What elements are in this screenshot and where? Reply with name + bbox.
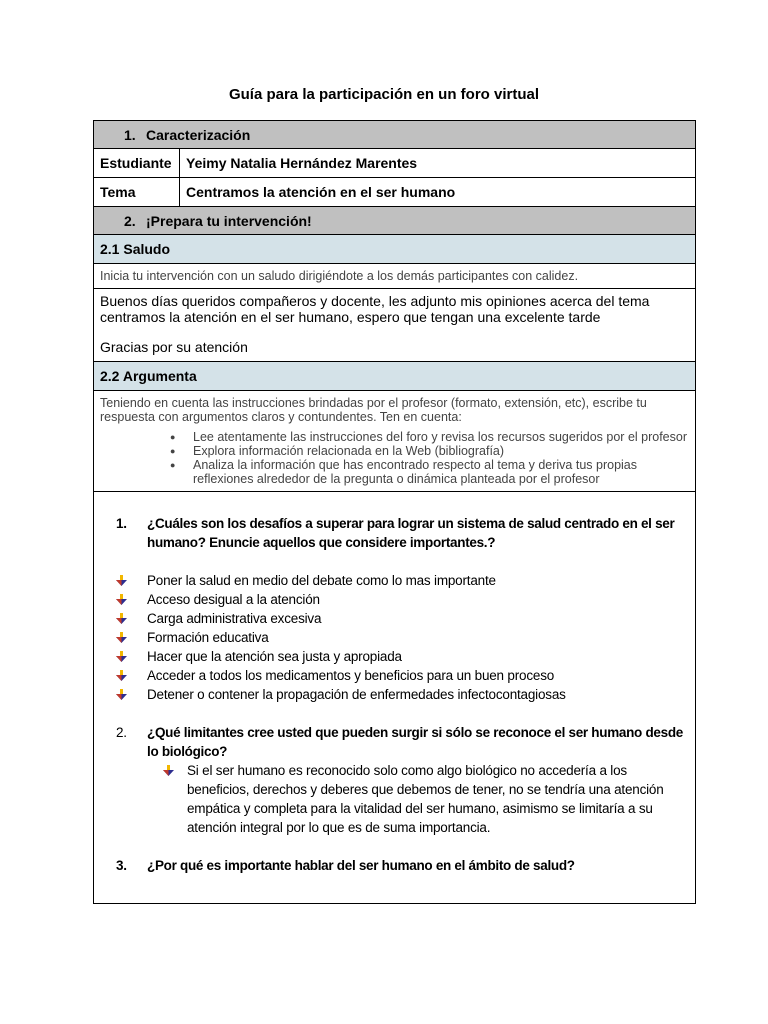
list-item: Detener o contener la propagación de enfermedades infectocontagiosas — [116, 685, 689, 704]
list-item: Formación educativa — [116, 628, 689, 647]
student-row — [94, 149, 695, 178]
question-number: 3. — [116, 858, 127, 873]
arrow-bullet-icon — [116, 685, 147, 700]
saludo-text: Buenos días queridos compañeros y docente, les adjunto mis opiniones acerca del tema centramos la atención en el ser humano, espero que tengan una excelente tarde — [100, 293, 650, 325]
list-item: Hacer que la atención sea justa y apropiada — [116, 647, 689, 666]
form-table — [93, 120, 696, 904]
list-item: ● Lee atentamente las instrucciones del foro y revisa los recursos sugeridos por el profesor — [170, 430, 689, 444]
list-item: ● Analiza la información que has encontrado respecto al tema y deriva tus propias reflexiones alrededor de la pregunta o dinámica planteada por el profesor — [170, 458, 689, 486]
arrow-bullet-icon — [116, 628, 147, 643]
list-item: ● Explora información relacionada en la Web (bibliografía) — [170, 444, 689, 458]
argumenta-header: 2.2 Argumenta — [94, 362, 695, 391]
argumenta-instructions — [94, 391, 695, 492]
answer-list-1 — [116, 571, 689, 704]
arrow-bullet-icon — [116, 571, 147, 586]
question-1 — [116, 514, 689, 552]
list-item: Acceder a todos los medicamentos y beneficios para un buen proceso — [116, 666, 689, 685]
topic-label: Tema — [94, 178, 180, 206]
saludo-response — [94, 289, 695, 362]
student-label: Estudiante — [94, 149, 180, 177]
list-item: Acceso desigual a la atención — [116, 590, 689, 609]
question-2 — [116, 723, 689, 761]
question-text: ¿Por qué es importante hablar del ser humano en el ámbito de salud? — [147, 858, 575, 873]
list-item: Poner la salud en medio del debate como lo mas importante — [116, 571, 689, 590]
argumenta-hint: Teniendo en cuenta las instrucciones brindadas por el profesor (formato, extensión, etc), escribe tu respuesta con argumentos claros y contundentes. Ten en cuenta: — [100, 396, 647, 424]
question-number: 1. — [116, 516, 127, 531]
question-text: ¿Qué limitantes cree usted que pueden surgir si sólo se reconoce el ser humano desde lo biológico? — [147, 725, 683, 759]
argumenta-bullet-list — [100, 430, 689, 486]
answer-list-2 — [116, 761, 689, 837]
arrow-bullet-icon — [163, 761, 187, 776]
question-number: 2. — [116, 725, 127, 740]
saludo-closing: Gracias por su atención — [100, 339, 248, 355]
saludo-hint: Inicia tu intervención con un saludo dirigiéndote a los demás participantes con calidez. — [94, 264, 695, 289]
section-number: 2. — [124, 212, 136, 229]
list-item: Carga administrativa excesiva — [116, 609, 689, 628]
question-text: ¿Cuáles son los desafíos a superar para lograr un sistema de salud centrado en el ser humano? Enuncie aquellos que considere importantes.? — [147, 516, 675, 550]
question-3 — [116, 856, 689, 875]
section-header-prepara — [94, 207, 695, 235]
arrow-bullet-icon — [116, 590, 147, 605]
student-value: Yeimy Natalia Hernández Marentes — [186, 155, 418, 171]
page-title: Guía para la participación en un foro virtual — [228, 86, 540, 103]
topic-value: Centramos la atención en el ser humano — [186, 184, 456, 200]
list-item: Si el ser humano es reconocido solo como algo biológico no accedería a los beneficios, derechos y deberes que debemos de tener, no se tendría una atención empática y completa para la vitalidad del ser humano, asimismo se limitaría a su atención integral por lo que es de suma importancia. — [163, 761, 689, 837]
argumenta-response — [94, 492, 695, 903]
section-title: ¡Prepara tu intervención! — [146, 212, 312, 229]
arrow-bullet-icon — [116, 647, 147, 662]
section-title: Caracterización — [146, 126, 251, 143]
topic-row — [94, 178, 695, 207]
arrow-bullet-icon — [116, 666, 147, 681]
section-header-caracterizacion — [94, 121, 695, 149]
section-number: 1. — [124, 126, 136, 143]
arrow-bullet-icon — [116, 609, 147, 624]
saludo-header: 2.1 Saludo — [94, 235, 695, 264]
